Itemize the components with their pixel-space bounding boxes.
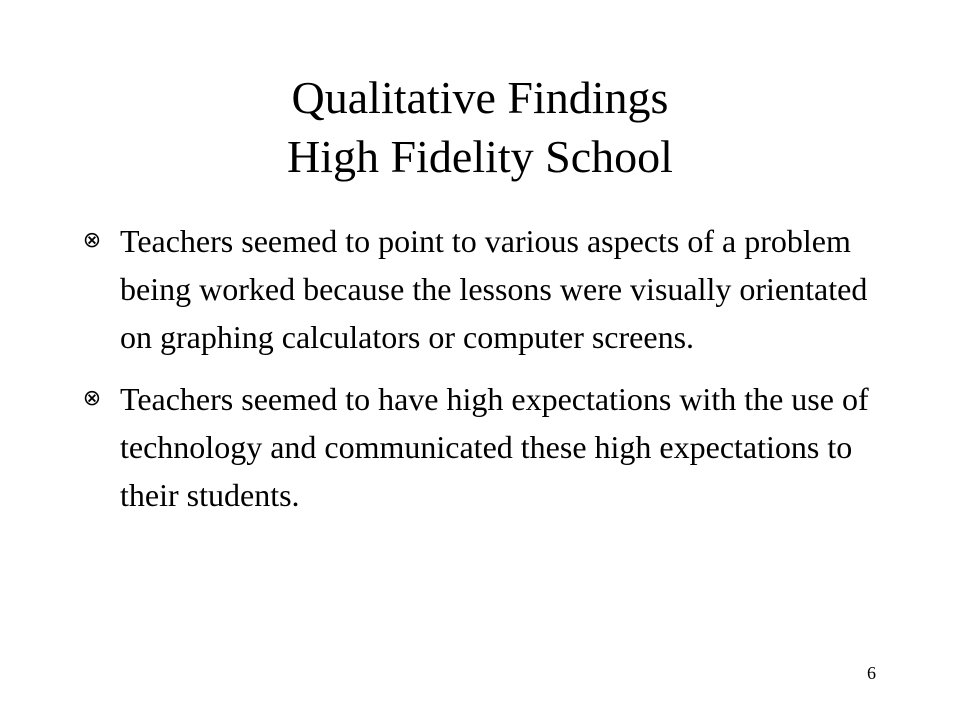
bullet-marker-icon: ⊗ bbox=[82, 386, 102, 411]
bullet-item bbox=[80, 217, 880, 361]
bullet-item bbox=[80, 375, 880, 519]
title-line-2: High Fidelity School bbox=[287, 131, 673, 182]
page-number: 6 bbox=[867, 663, 876, 683]
title-line-1: Qualitative Findings bbox=[291, 72, 669, 123]
bullet-text: Teachers seemed to point to various aspects of a problem being worked because the lessons were visually orientated on graphing calculators or computer screens. bbox=[120, 223, 868, 355]
bullet-text: Teachers seemed to have high expectations with the use of technology and communicated these high expectations to their students. bbox=[120, 381, 869, 513]
bullet-list bbox=[80, 217, 880, 533]
slide-title bbox=[0, 68, 960, 186]
bullet-marker-icon: ⊗ bbox=[82, 228, 102, 253]
